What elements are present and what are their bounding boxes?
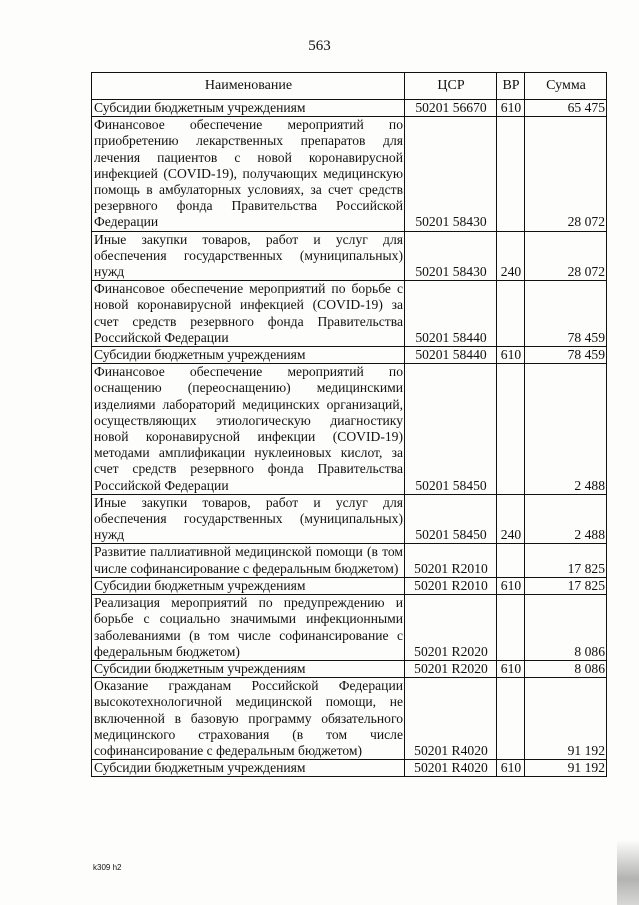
- row-sum: 17 825: [525, 577, 607, 594]
- row-csr: 50201 58450: [405, 364, 497, 495]
- row-vr: 610: [497, 760, 525, 777]
- page-number: 563: [308, 38, 331, 54]
- row-sum: 8 086: [525, 595, 607, 661]
- row-csr: 50201 58440: [405, 347, 497, 364]
- header-csr: ЦСР: [405, 73, 497, 100]
- row-name: Иные закупки товаров, работ и услуг для обеспечения государственных (муниципальных) нужд: [92, 494, 405, 544]
- table-row: [92, 678, 607, 760]
- row-name: Субсидии бюджетным учреждениям: [92, 660, 405, 677]
- row-csr: 50201 R2010: [405, 544, 497, 577]
- row-name: Субсидии бюджетным учреждениям: [92, 347, 405, 364]
- header-row: [92, 73, 607, 100]
- row-csr: 50201 R2020: [405, 660, 497, 677]
- table-row: [92, 347, 607, 364]
- row-name: Субсидии бюджетным учреждениям: [92, 577, 405, 594]
- row-name: Финансовое обеспечение мероприятий по оснащению (переоснащению) медицинскими изделиями лабораторий медицинских организаций, осуществляющих этиологическую диагностику новой коронавирусной инфекции (COVID-19) методами амплификации нуклеиновых кислот, за счет средств резервного фонда Правительства Российской Федерации: [92, 364, 405, 495]
- row-name: Иные закупки товаров, работ и услуг для обеспечения государственных (муниципальных) нужд: [92, 231, 405, 281]
- table-row: [92, 494, 607, 544]
- table-row: [92, 117, 607, 231]
- table-row: [92, 577, 607, 594]
- row-csr: 50201 R4020: [405, 678, 497, 760]
- row-vr: 610: [497, 347, 525, 364]
- row-vr: 610: [497, 100, 525, 117]
- row-name: Оказание гражданам Российской Федерации высокотехнологичной медицинской помощи, не включенной в базовую программу обязательного медицинского страхования (в том числе софинансирование с федеральным бюджетом): [92, 678, 405, 760]
- row-sum: 91 192: [525, 678, 607, 760]
- header-name: Наименование: [92, 73, 405, 100]
- row-sum: 2 488: [525, 494, 607, 544]
- row-name: Развитие паллиативной медицинской помощи (в том числе софинансирование с федеральным бюджетом): [92, 544, 405, 577]
- budget-table: [91, 72, 607, 777]
- table-row: [92, 231, 607, 281]
- row-vr: 240: [497, 494, 525, 544]
- row-sum: 91 192: [525, 760, 607, 777]
- row-vr: [497, 678, 525, 760]
- row-csr: 50201 58450: [405, 494, 497, 544]
- row-sum: 17 825: [525, 544, 607, 577]
- row-csr: 50201 R2020: [405, 595, 497, 661]
- row-name: Субсидии бюджетным учреждениям: [92, 100, 405, 117]
- header-vr: ВР: [497, 73, 525, 100]
- scan-edge-shadow: [617, 840, 639, 905]
- row-vr: [497, 117, 525, 231]
- row-vr: 610: [497, 660, 525, 677]
- row-vr: 240: [497, 231, 525, 281]
- row-vr: 610: [497, 577, 525, 594]
- row-sum: 65 475: [525, 100, 607, 117]
- row-sum: 2 488: [525, 364, 607, 495]
- table-row: [92, 595, 607, 661]
- row-csr: 50201 R4020: [405, 760, 497, 777]
- row-vr: [497, 364, 525, 495]
- row-vr: [497, 544, 525, 577]
- table-row: [92, 281, 607, 347]
- row-vr: [497, 595, 525, 661]
- header-sum: Сумма: [525, 73, 607, 100]
- row-csr: 50201 58440: [405, 281, 497, 347]
- row-name: Реализация мероприятий по предупреждению и борьбе с социально значимыми инфекционными заболеваниями (в том числе софинансирование с федеральным бюджетом): [92, 595, 405, 661]
- table-row: [92, 544, 607, 577]
- row-name: Субсидии бюджетным учреждениям: [92, 760, 405, 777]
- row-csr: 50201 58430: [405, 117, 497, 231]
- footer-code: k309 h2: [93, 863, 122, 872]
- table-row: [92, 760, 607, 777]
- row-name: Финансовое обеспечение мероприятий по борьбе с новой коронавирусной инфекцией (COVID-19) за счет средств резервного фонда Правительства Российской Федерации: [92, 281, 405, 347]
- row-csr: 50201 56670: [405, 100, 497, 117]
- row-sum: 28 072: [525, 117, 607, 231]
- row-name: Финансовое обеспечение мероприятий по приобретению лекарственных препаратов для лечения пациентов с новой коронавирусной инфекцией (COVID-19), получающих медицинскую помощь в амбулаторных условиях, за счет средств резервного фонда Правительства Российской Федерации: [92, 117, 405, 231]
- row-csr: 50201 R2010: [405, 577, 497, 594]
- table-row: [92, 660, 607, 677]
- row-csr: 50201 58430: [405, 231, 497, 281]
- row-sum: 78 459: [525, 347, 607, 364]
- row-vr: [497, 281, 525, 347]
- row-sum: 78 459: [525, 281, 607, 347]
- table-row: [92, 100, 607, 117]
- row-sum: 8 086: [525, 660, 607, 677]
- row-sum: 28 072: [525, 231, 607, 281]
- table-row: [92, 364, 607, 495]
